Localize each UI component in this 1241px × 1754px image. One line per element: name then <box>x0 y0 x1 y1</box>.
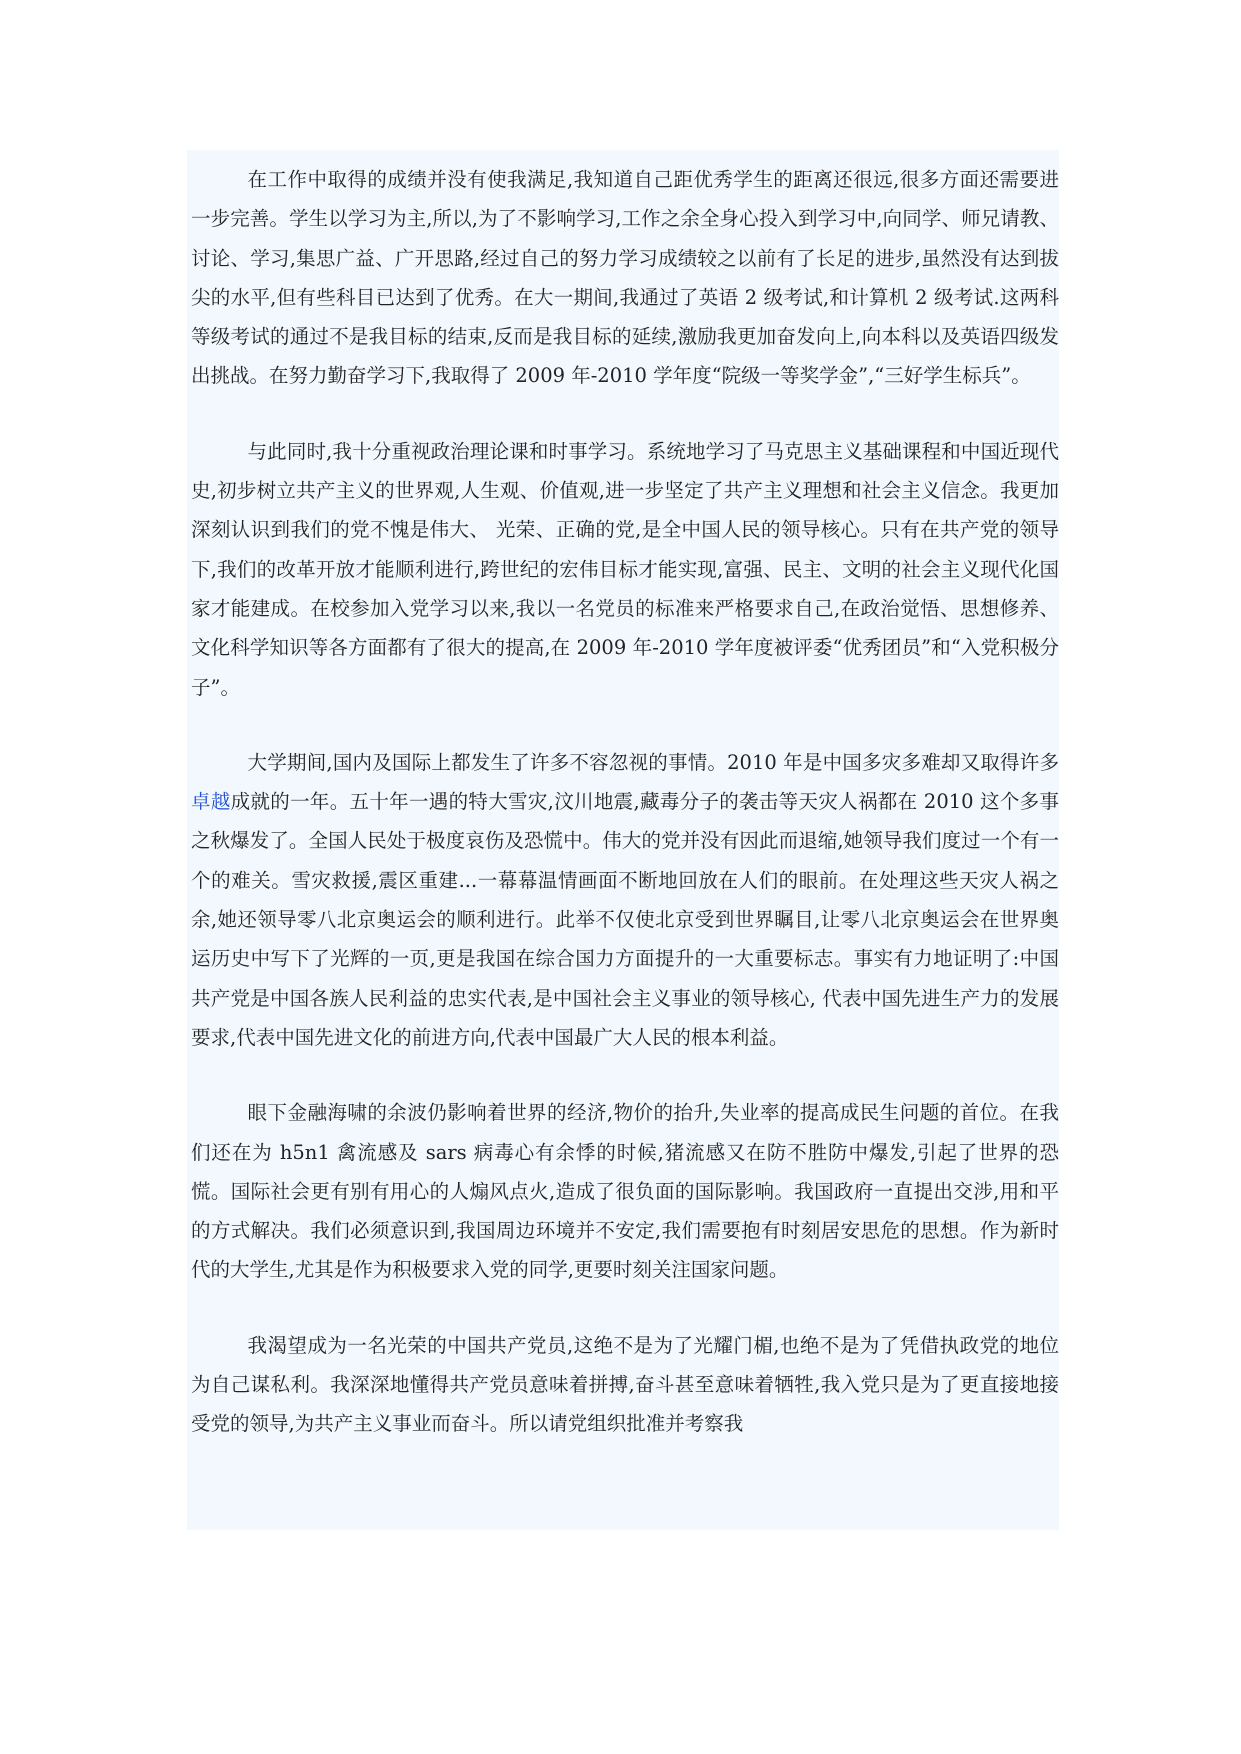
paragraph-3 <box>191 743 1059 1057</box>
paragraph-3-text-end: 成就的一年。五十年一遇的特大雪灾,汶川地震,藏毒分子的袭击等天灾人祸都在 2010 这个多事之秋爆发了。全国人民处于极度哀伤及恐慌中。伟大的党并没有因此而退缩,她领导我们度过一个有一个的难关。雪灾救援,震区重建...一幕幕温情画面不断地回放在人们的眼前。在处理这些天灾人祸之余,她还领导零八北京奥运会的顺利进行。此举不仅使北京受到世界瞩目,让零八北京奥运会在世界奥运历史中写下了光辉的一页,更是我国在综合国力方面提升的一大重要标志。事实有力地证明了:中国共产党是中国各族人民利益的忠实代表,是中国社会主义事业的领导核心, 代表中国先进生产力的发展要求,代表中国先进文化的前进方向,代表中国最广大人民的根本利益。 <box>191 790 1059 1049</box>
paragraph-1 <box>191 160 1059 396</box>
paragraph-5-text: 我渴望成为一名光荣的中国共产党员,这绝不是为了光耀门楣,也绝不是为了凭借执政党的地位为自己谋私利。我深深地懂得共产党员意味着拼搏,奋斗甚至意味着牺牲,我入党只是为了更直接地接受党的领导,为共产主义事业而奋斗。所以请党组织批准并考察我 <box>191 1333 1059 1436</box>
document-body <box>187 150 1059 1530</box>
paragraph-5 <box>191 1326 1059 1444</box>
zhuoyue-link[interactable]: 卓越 <box>191 790 231 814</box>
paragraph-2 <box>191 432 1059 707</box>
paragraph-4-text: 眼下金融海啸的余波仍影响着世界的经济,物价的抬升,失业率的提高成民生问题的首位。在我们还在为 h5n1 禽流感及 sars 病毒心有余悸的时候,猪流感又在防不胜防中爆发,引起了世界的恐慌。国际社会更有别有用心的人煽风点火,造成了很负面的国际影响。我国政府一直提出交涉,用和平的方式解决。我们必须意识到,我国周边环境并不安定,我们需要抱有时刻居安思危的思想。作为新时代的大学生,尤其是作为积极要求入党的同学,更要时刻关注国家问题。 <box>191 1101 1059 1282</box>
paragraph-3-text-start: 大学期间,国内及国际上都发生了许多不容忽视的事情。2010 年是中国多灾多难却又取得许多 <box>247 750 1059 774</box>
paragraph-4 <box>191 1093 1059 1289</box>
paragraph-1-text: 在工作中取得的成绩并没有使我满足,我知道自己距优秀学生的距离还很远,很多方面还需要进一步完善。学生以学习为主,所以,为了不影响学习,工作之余全身心投入到学习中,向同学、师兄请教、讨论、学习,集思广益、广开思路,经过自己的努力学习成绩较之以前有了长足的进步,虽然没有达到拔尖的水平,但有些科目已达到了优秀。在大一期间,我通过了英语 2 级考试,和计算机 2 级考试.这两科等级考试的通过不是我目标的结束,反而是我目标的延续,激励我更加奋发向上,向本科以及英语四级发出挑战。在努力勤奋学习下,我取得了 2009 年-2010 学年度“院级一等奖学金”,“三好学生标兵”。 <box>191 168 1059 388</box>
paragraph-2-text: 与此同时,我十分重视政治理论课和时事学习。系统地学习了马克思主义基础课程和中国近现代史,初步树立共产主义的世界观,人生观、价值观,进一步坚定了共产主义理想和社会主义信念。我更加深刻认识到我们的党不愧是伟大、 光荣、正确的党,是全中国人民的领导核心。只有在共产党的领导下,我们的改革开放才能顺利进行,跨世纪的宏伟目标才能实现,富强、民主、文明的社会主义现代化国家才能建成。在校参加入党学习以来,我以一名党员的标准来严格要求自己,在政治觉悟、思想修养、文化科学知识等各方面都有了很大的提高,在 2009 年-2010 学年度被评委“优秀团员”和“入党积极分子”。 <box>191 439 1059 699</box>
